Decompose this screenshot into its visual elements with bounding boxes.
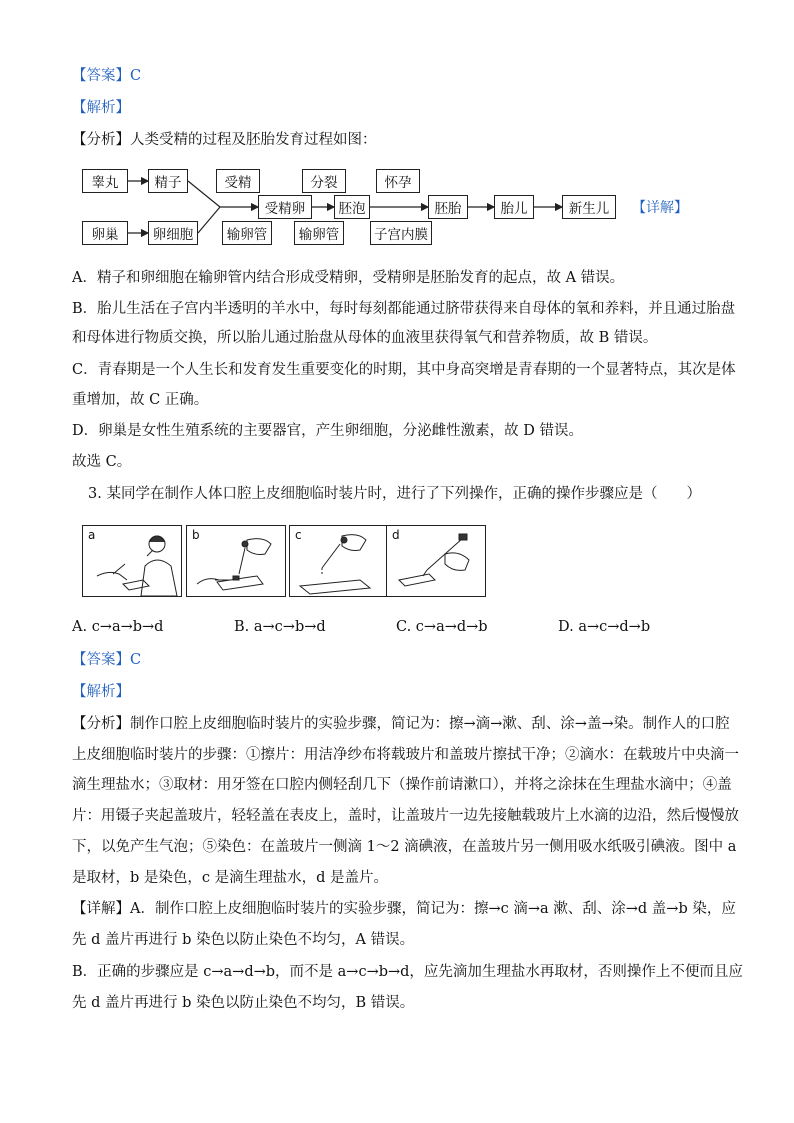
embryo-box: 胚胎: [428, 195, 468, 219]
answer-line-2: [72, 650, 141, 670]
oviduct-box-2: 输卵管: [294, 221, 344, 245]
division-box: 分裂: [302, 169, 346, 193]
detail-line: 先 d 盖片再进行 b 染色以防止染色不均匀，B 错误。: [72, 995, 415, 1011]
sperm-box: 精子: [148, 169, 188, 193]
answer-line-1: [72, 66, 141, 86]
option-b: B. a→c→b→d: [234, 619, 326, 635]
zygote-box: 受精卵: [258, 195, 312, 219]
figure-a-drawing: [83, 526, 183, 598]
option-a: A. c→a→b→d: [72, 619, 164, 635]
detail-line: 【详解】A．制作口腔上皮细胞临时装片的实验步骤，简记为：擦→c 滴→a 漱、刮、涂→d 盖→b 染，应: [72, 901, 736, 917]
figure-c-label: c: [295, 528, 302, 542]
detail-label: 【详解】: [632, 200, 688, 216]
analysis-line: 下，以免产生气泡；⑤染色：在盖玻片一侧滴 1～2 滴碘液，在盖玻片另一侧用吸水纸吸引碘液。图中 a: [72, 839, 737, 855]
analysis-line: 片：用镊子夹起盖玻片，轻轻盖在表皮上，盖时，让盖玻片一边先接触载玻片上水滴的边沿，然后慢慢放: [72, 808, 739, 824]
figure-b-drawing: [187, 526, 287, 598]
explain-line: D．卵巢是女性生殖系统的主要器官，产生卵细胞，分泌雌性激素，故 D 错误。: [72, 423, 583, 439]
figure-d-label: d: [392, 528, 400, 542]
explain-line: A．精子和卵细胞在输卵管内结合形成受精卵，受精卵是胚胎发育的起点，故 A 错误。: [72, 270, 625, 286]
figure-a-label: a: [88, 528, 96, 542]
detail-line: 先 d 盖片再进行 b 染色以防止染色不均匀，A 错误。: [72, 932, 415, 948]
analysis-title-2: 【解析】: [72, 684, 130, 700]
analysis-line: 是取材，b 是染色，c 是滴生理盐水，d 是盖片。: [72, 870, 389, 886]
analysis-intro: 【分析】人类受精的过程及胚胎发育过程如图：: [72, 132, 377, 148]
explain-line: C．青春期是一个人生长和发育发生重要变化的时期，其中身高突增是青春期的一个显著特点，其次是体: [72, 362, 736, 378]
blastocyst-box: 胚泡: [334, 195, 370, 219]
detail-line: B．正确的步骤应是 c→a→d→b，而不是 a→c→b→d，应先滴加生理盐水再取材，否则操作上不便而且应: [72, 964, 743, 980]
answer-text-1: 【答案】C: [72, 68, 142, 84]
figure-c: [289, 525, 389, 597]
conclusion-line: 故选 C。: [72, 454, 132, 470]
answer-text-2: 【答案】C: [72, 652, 142, 668]
pregnancy-box: 怀孕: [376, 169, 420, 193]
testis-box: 睾丸: [82, 169, 128, 193]
fetus-box: 胎儿: [494, 195, 534, 219]
figure-d-drawing: [387, 526, 487, 598]
endometrium-box: 子宫内膜: [370, 221, 432, 245]
explain-line: 和母体进行物质交换，所以胎儿通过胎盘从母体的血液里获得氧气和营养物质，故 B 错误。: [72, 330, 658, 346]
ovary-box: 卵巢: [82, 221, 128, 245]
analysis-line: 上皮细胞临时装片的步骤：①擦片：用洁净纱布将载玻片和盖玻片擦拭干净；②滴水：在载玻片中央滴一: [72, 747, 739, 763]
figure-c-drawing: [290, 526, 390, 598]
figure-b-label: b: [192, 528, 200, 542]
analysis-line: 滴生理盐水；③取材：用牙签在口腔内侧轻刮几下（操作前请漱口），并将之涂抹在生理盐水滴中；④盖: [72, 777, 732, 793]
figure-b: [186, 525, 286, 597]
explain-line: B．胎儿生活在子宫内半透明的羊水中，每时每刻都能通过脐带获得来自母体的氧和养料，并且通过胎盘: [72, 301, 736, 317]
analysis-title-1: 【解析】: [72, 100, 130, 116]
option-c: C. c→a→d→b: [396, 619, 488, 635]
figure-d: [386, 525, 486, 597]
newborn-box: 新生儿: [562, 195, 616, 219]
option-d: D. a→c→d→b: [558, 619, 651, 635]
question-stem: 3. 某同学在制作人体口腔上皮细胞临时装片时，进行了下列操作，正确的操作步骤应是（ ）: [88, 486, 701, 502]
fertilization-box: 受精: [216, 169, 260, 193]
fertilization-diagram: [80, 163, 720, 253]
explain-line: 重增加，故 C 正确。: [72, 392, 209, 408]
analysis-line: 【分析】制作口腔上皮细胞临时装片的实验步骤，简记为：擦→滴→漱、刮、涂→盖→染。制作人的口腔: [72, 716, 730, 732]
oviduct-box-1: 输卵管: [222, 221, 272, 245]
egg-box: 卵细胞: [148, 221, 198, 245]
figure-a: [82, 525, 182, 597]
